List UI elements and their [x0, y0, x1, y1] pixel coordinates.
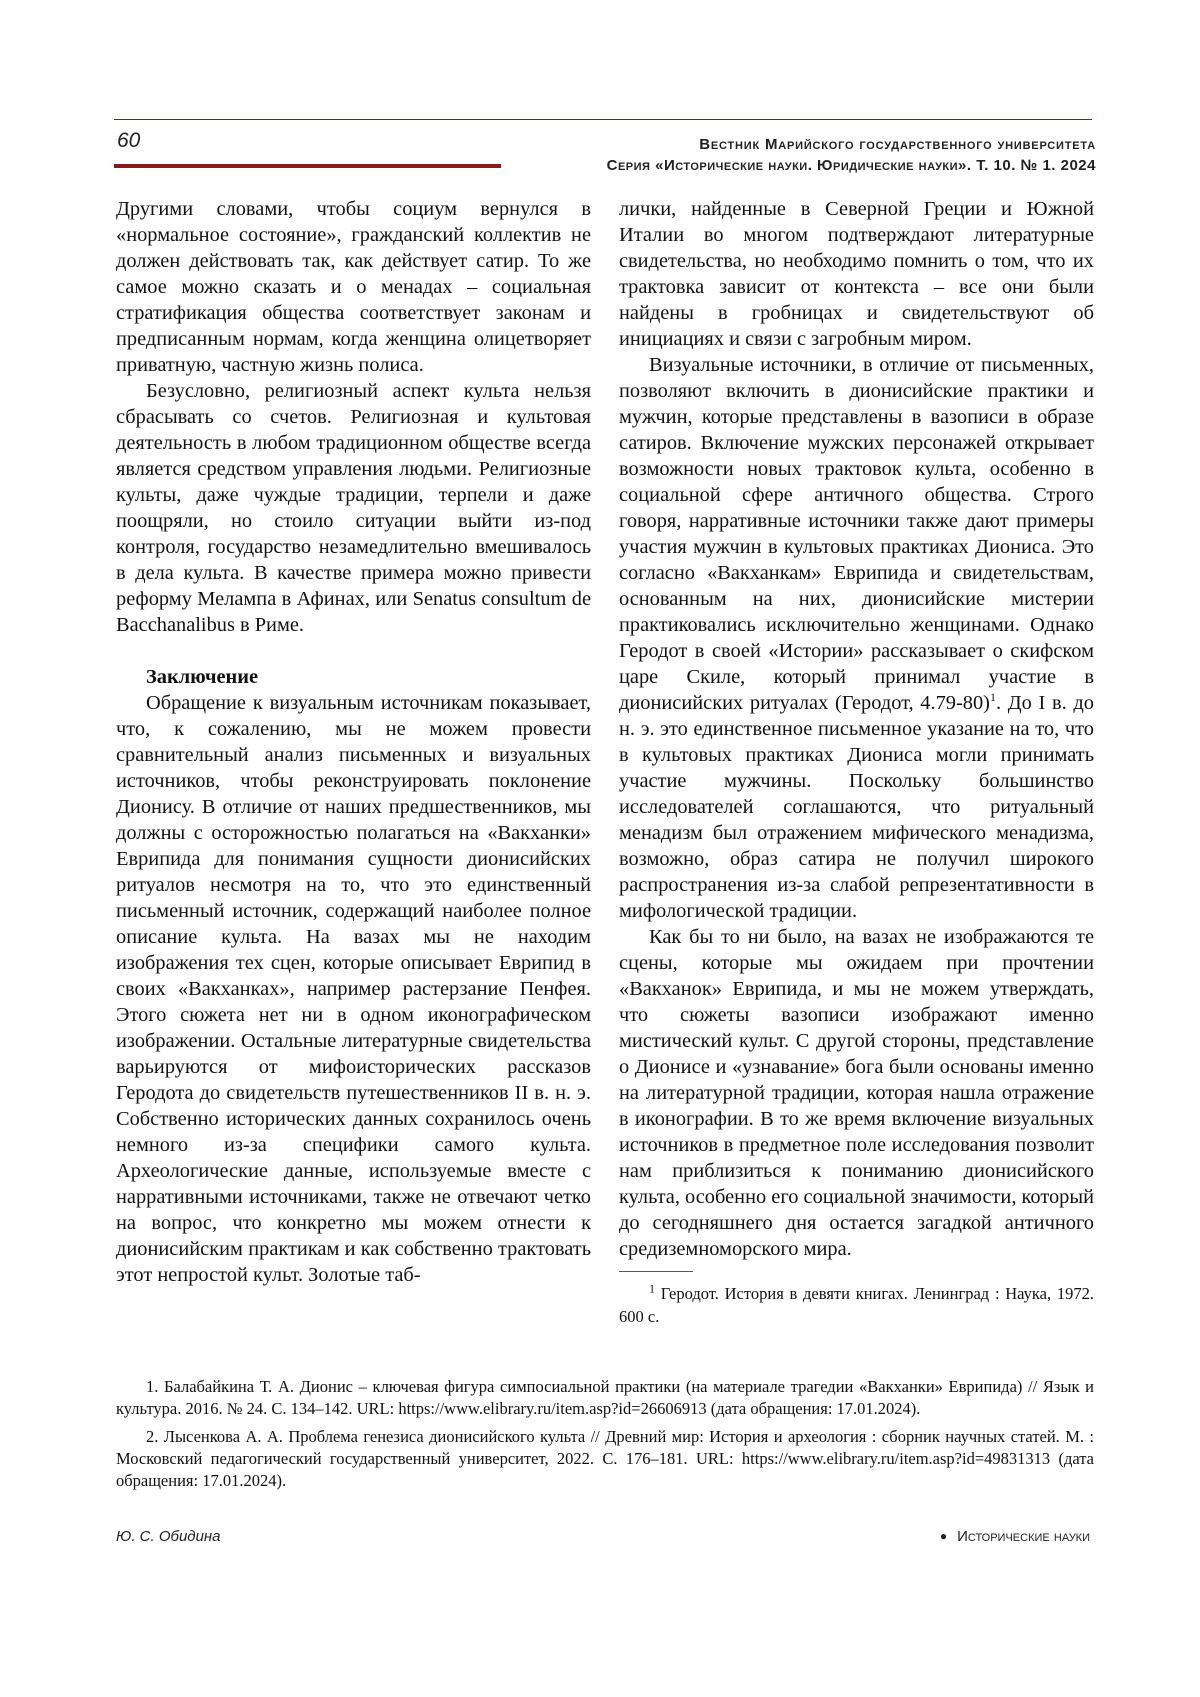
- spacer: [116, 638, 591, 664]
- header-accent-bar: [114, 164, 501, 168]
- footer-section-label: Исторические науки: [957, 1528, 1090, 1545]
- paragraph: [619, 352, 1094, 924]
- paragraph: Другими словами, чтобы социум вернулся в «нормальное состояние», гражданский коллектив не должен действовать так, как действует сатир. То же самое можно сказать и о менадах – социальная стратификация общества соответствует законам и предписанным нормам, когда женщина олицетворяет приватную, частную жизнь полиса.: [116, 198, 591, 376]
- footnote-divider: [619, 1271, 693, 1272]
- reference-item: 1. Балабайкина Т. А. Дионис – ключевая фигура симпосиальной практики (на материале трагедии «Вакханки» Еврипида) // Язык и культура. 2016. № 24. С. 134–142. URL: https://www.elibrary.ru/item.asp?id=26606913 (дата обращения: 17.01.2024).: [116, 1377, 1094, 1418]
- journal-title: Вестник Марийского государственного университета: [699, 136, 1096, 153]
- paragraph: лички, найденные в Северной Греции и Южной Италии во многом подтверждают литературные свидетельства, но необходимо помнить о том, что их трактовка зависит от контекста – все они были найдены в гробницах и свидетельствуют об инициациях и связи с загробным миром.: [619, 198, 1094, 350]
- paragraph: Обращение к визуальным источникам показывает, что, к сожалению, мы не можем провести сравнительный анализ письменных и визуальных источников, чтобы реконструировать поклонение Дионису. В отличие от наших предшественников, мы должны с осторожностью полагаться на «Вакханки» Еврипида для понимания сущности дионисийских ритуалов несмотря на то, что это единственный письменный источник, содержащий наиболее полное описание культа. На вазах мы не находим изображения тех сцен, которые описывает Еврипид в своих «Вакханках», например растерзание Пенфея. Этого сюжета нет ни в одном иконографическом изображении. Остальные литературные свидетельства варьируются от мифоисторических рассказов Геродота до свидетельств путешественников II в. н. э. Собственно исторических данных сохранилось очень немного из-за специфики самого культа. Археологические данные, используемые вместе с нарративными источниками, также не отвечают четко на вопрос, что конкретно мы можем отнести к дионисийским практикам и как собственно трактовать этот непростой культ. Золотые таб-: [116, 692, 591, 1286]
- paragraph-text: . До I в. до н. э. это единственное письменное указание на то, что в культовых практиках Диониса могли принимать участие мужчины. Поскольку большинство исследователей соглашаются, что ритуальный менадизм был отражением мифического менадизма, возможно, образ сатира не получил широкого распространения из-за слабой репрезентативности в мифологической традиции.: [619, 692, 1094, 922]
- paragraph: Как бы то ни было, на вазах не изображаются те сцены, которые мы ожидаем при прочтении «Вакханок» Еврипида, и мы не можем утверждать, что сюжеты вазописи изображают именно мистический культ. С другой стороны, представление о Дионисе и «узнавание» бога были основаны именно на литературной традиции, которая нашла отражение в иконографии. В то же время включение визуальных источников в предметное поле исследования позволит нам приблизиться к пониманию дионисийского культа, особенно его социальной значимости, который до сегодняшнего дня остается загадкой античного средиземноморского мира.: [619, 926, 1094, 1260]
- footnote: [619, 1282, 1094, 1328]
- paragraph-text: Визуальные источники, в отличие от письменных, позволяют включить в дионисийские практики и мужчин, которые представлены в вазописи в образе сатиров. Включение мужских персонажей открывает возможности новых трактовок культа, особенно в социальной сфере античного общества. Строго говоря, нарративные источники также дают примеры участия мужчин в культовых практиках Диониса. Это согласно «Вакханкам» Еврипида и свидетельствам, основанным на них, дионисийские мистерии практиковались исключительно женщинами. Однако Геродот в своей «Истории» рассказывает о скифском царе Скиле, который принимал участие в дионисийских ритуалах (Геродот, 4.79-80): [619, 354, 1094, 714]
- footnote-reference[interactable]: 1: [989, 690, 996, 705]
- footnote-number: 1: [649, 1281, 655, 1296]
- footer-section: [940, 1528, 1090, 1545]
- journal-series: Серия «Исторические науки. Юридические науки». Т. 10. № 1. 2024: [606, 157, 1096, 174]
- references-list: [116, 1376, 1094, 1498]
- left-column: [116, 196, 591, 1288]
- bullet-icon: ●: [939, 1529, 948, 1543]
- page-number: 60: [117, 129, 141, 152]
- footnote-text: Геродот. История в девяти книгах. Ленинград : Наука, 1972. 600 с.: [619, 1284, 1094, 1326]
- section-heading: Заключение: [146, 666, 259, 688]
- right-column: [619, 196, 1094, 1328]
- reference-item: 2. Лысенкова А. А. Проблема генезиса дионисийского культа // Древний мир: История и археология : сборник научных статей. М. : Московский педагогический государственный университет, 2022. С. 176–181. URL: https://www.elibrary.ru/item.asp?id=49831313 (дата обращения: 17.01.2024).: [116, 1427, 1094, 1490]
- header-top-rule: [114, 119, 1092, 120]
- footer-author: Ю. С. Обидина: [116, 1528, 221, 1545]
- paragraph: Безусловно, религиозный аспект культа нельзя сбрасывать со счетов. Религиозная и культовая деятельность в любом традиционном обществе всегда является средством управления людьми. Религиозные культы, даже чуждые традиции, терпели и даже поощряли, но стоило ситуации выйти из-под контроля, государство незамедлительно вмешивалось в дела культа. В качестве примера можно привести реформу Мелампа в Афинах, или Senatus consultum de Bacchanalibus в Риме.: [116, 380, 591, 636]
